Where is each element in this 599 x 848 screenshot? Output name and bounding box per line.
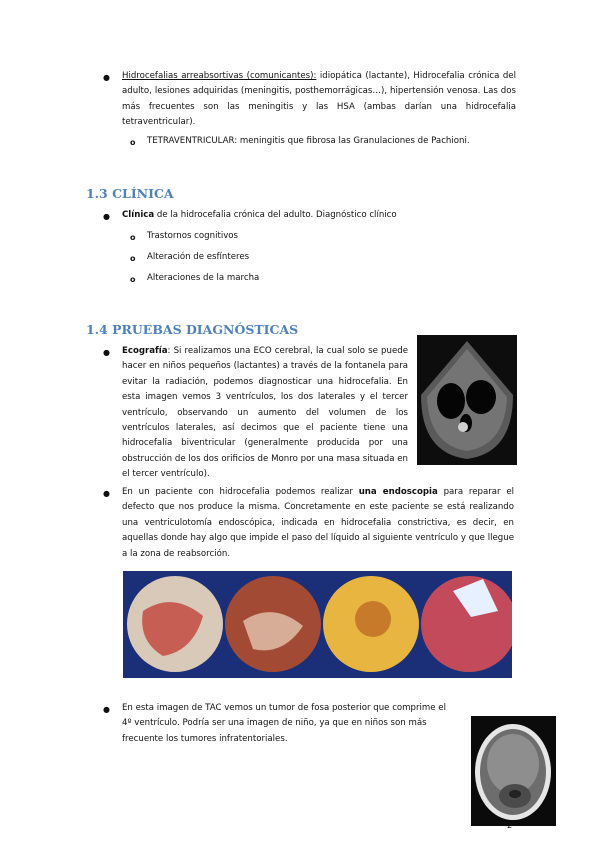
bullet-icon: ●	[103, 705, 110, 714]
bullet-icon: ●	[103, 212, 110, 221]
list-item: Alteración de esfínteres	[147, 252, 250, 262]
endoscopia-paragraph	[122, 485, 514, 562]
list-marker: o	[130, 233, 136, 242]
endoscopia-text-post: para reparar el defecto que nos produce la misma. Concretamente en este paciente se está realizando una ventriculotomía endoscópica, indicada en hidrocefalia constrictiva, es decir, en aquellas donde hay algo que impide el paso del líquido al siguiente ventrículo y que llegue a la zona de reabsorción.	[122, 487, 515, 559]
clinica-text: de la hidrocefalia crónica del adulto. Diagnóstico clínico	[154, 210, 397, 220]
hidrocefalias-paragraph	[122, 69, 516, 131]
clinica-bold: Clínica	[122, 210, 155, 220]
clinica-heading: 1.3 CLÍNICA	[86, 186, 174, 201]
ecografia-text: : Si realizamos una ECO cerebral, la cual solo se puede hacer en niños pequeños (lactantes) a través de la fontanela para evitar la radiación, podemos diagnosticar una hidrocefalia. En esta imagen vemos 3 ventrículos, los dos laterales y el tercer ventrículo, observando un aumento del volumen de los ventrículos laterales, así decimos que el paciente tiene una hidrocefalia biventricular (generalmente producida por una obstrucción de los dos orificios de Monro por una masa situada en el tercer ventrículo).	[122, 346, 408, 480]
list-item: Alteraciones de la marcha	[147, 273, 260, 283]
bullet-icon: ●	[103, 73, 110, 82]
endoscopia-text-pre: En un paciente con hidrocefalia podemos realizar	[122, 487, 359, 497]
ecografia-bold: Ecografía	[122, 346, 168, 356]
list-marker: o	[130, 275, 136, 284]
bullet-icon: ●	[103, 348, 110, 357]
hidrocefalias-lead: Hidrocefalias arreabsortivas (comunicantes):	[122, 71, 317, 81]
endoscopia-bold: una endoscopia	[358, 487, 438, 497]
endoscopy-image	[123, 571, 512, 678]
ultrasound-image	[417, 335, 517, 465]
tac-paragraph: En esta imagen de TAC vemos un tumor de fosa posterior que comprime el 4º ventrículo. Podría ser una imagen de niño, ya que en niños son más frecuente los tumores infratentoriales.	[122, 703, 446, 744]
pruebas-heading: 1.4 PRUEBAS DIAGNÓSTICAS	[86, 322, 299, 337]
bullet-icon: ●	[103, 489, 110, 498]
tetraventricular-item: TETRAVENTRICULAR: meningitis que fibrosa las Granulaciones de Pachioni.	[147, 136, 470, 146]
list-marker: o	[130, 254, 136, 263]
page-number: 2	[507, 821, 513, 830]
list-item: Trastornos cognitivos	[147, 231, 239, 241]
clinica-paragraph	[122, 208, 512, 223]
hidrocefalias-text: idiopática (lactante), Hidrocefalia crónica del adulto, lesiones adquiridas (meningitis, posthemorrágicas…), hipertensión venosa. Las dos más frecuentes son las meningitis y las HSA (ambas darían una hidrocefalia tetraventricular).	[122, 71, 516, 128]
sub-bullet-icon: o	[130, 138, 136, 147]
ct-scan-image	[471, 716, 556, 826]
ecografia-paragraph	[122, 344, 408, 483]
